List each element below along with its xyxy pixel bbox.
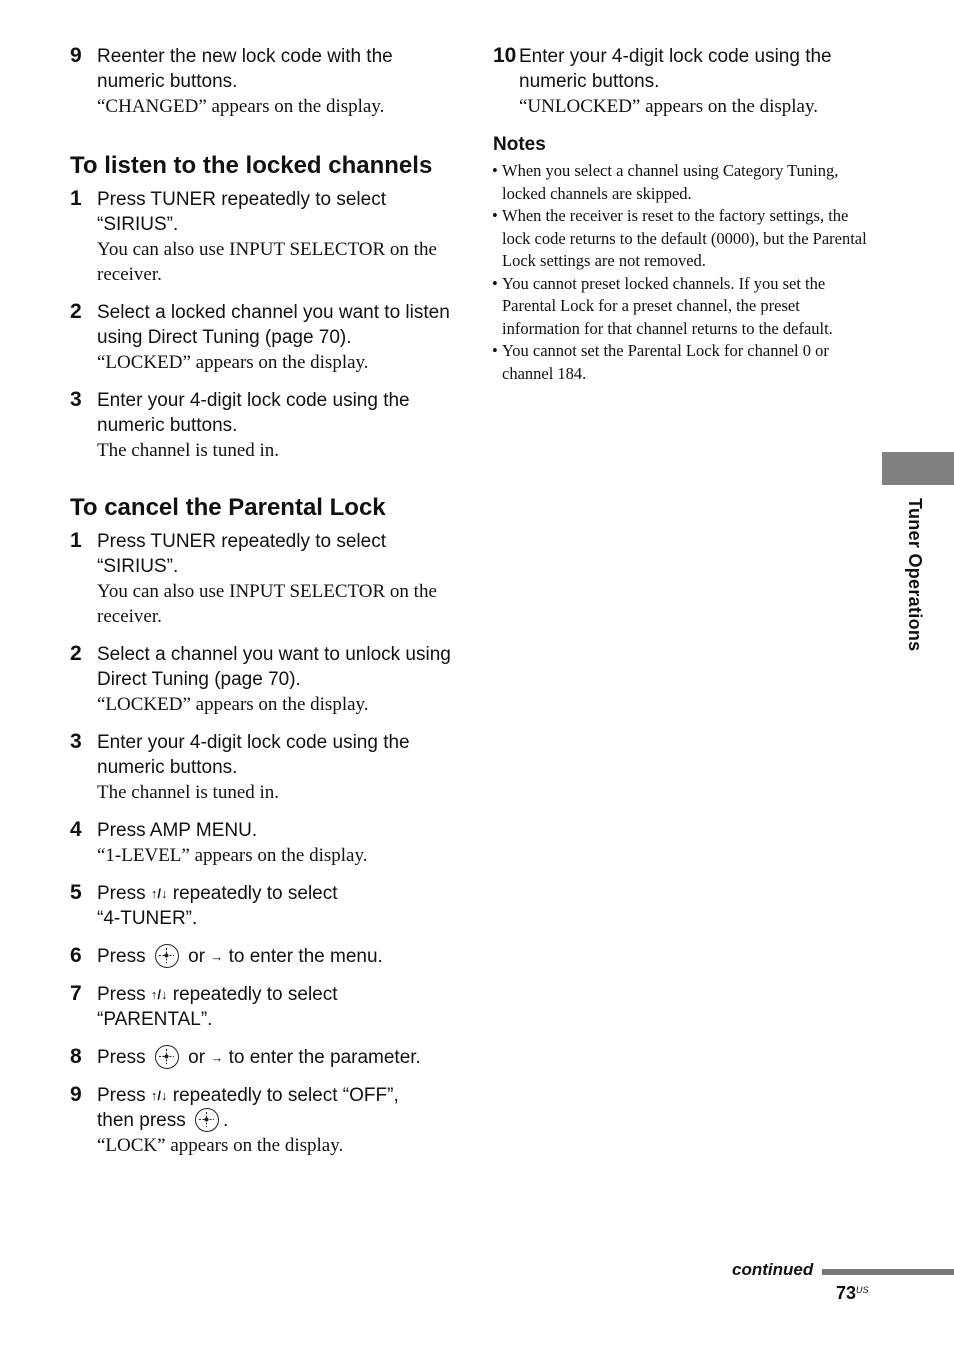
step-note: “LOCKED” appears on the display.	[97, 352, 369, 373]
section-heading-listen: To listen to the locked channels	[70, 152, 433, 179]
step-instruction: Press TUNER repeatedly to select “SIRIUS”.	[97, 189, 386, 235]
cancel-step-8	[70, 1045, 460, 1070]
step-text-end: .	[223, 1110, 229, 1131]
left-column	[70, 44, 460, 1171]
step-note: The channel is tuned in.	[97, 782, 280, 803]
section-heading-cancel: To cancel the Parental Lock	[70, 494, 386, 521]
continued-label: continued	[732, 1260, 814, 1279]
enter-button-icon	[155, 1045, 179, 1069]
note-item: • When the receiver is reset to the factory settings, the lock code returns to the default (0000), but the Parental Lock settings are not removed.	[493, 205, 873, 273]
or-word: or	[188, 946, 206, 967]
section-tab-marker	[882, 452, 954, 485]
step-note: You can also use INPUT SELECTOR on the receiver.	[97, 239, 437, 285]
step-note: “LOCKED” appears on the display.	[97, 694, 369, 715]
step-number: 9	[70, 44, 82, 67]
up-down-arrow-icon: ↑/↓	[150, 1088, 168, 1103]
step-instruction	[97, 1083, 460, 1133]
cancel-step-3	[70, 730, 460, 805]
cancel-step-4	[70, 818, 460, 868]
step-text: to enter the menu.	[228, 946, 383, 967]
step-text-line2: “4-TUNER”.	[97, 908, 198, 929]
page-number-suffix: US	[856, 1285, 869, 1295]
step-text: to enter the parameter.	[228, 1047, 421, 1068]
step-text: repeatedly to select	[172, 984, 338, 1005]
step-number: 2	[70, 300, 82, 323]
step-number: 9	[70, 1083, 82, 1106]
step-note: “CHANGED” appears on the display.	[97, 96, 385, 117]
step-number: 1	[70, 187, 82, 210]
step-10	[493, 44, 873, 119]
step-instruction	[97, 1045, 460, 1070]
step-note: You can also use INPUT SELECTOR on the receiver.	[97, 581, 437, 627]
press-word: Press	[97, 1085, 146, 1106]
listen-step-3	[70, 388, 460, 463]
note-item: • You cannot set the Parental Lock for channel 0 or channel 184.	[493, 340, 873, 385]
step-text: repeatedly to select	[172, 883, 338, 904]
up-down-arrow-icon: ↑/↓	[150, 987, 168, 1002]
step-instruction: Press AMP MENU.	[97, 820, 258, 841]
cancel-step-6	[70, 944, 460, 969]
step-text: repeatedly to select “OFF”,	[172, 1085, 399, 1106]
page-number-value: 73	[836, 1283, 857, 1303]
notes-title: Notes	[493, 134, 546, 155]
enter-button-icon	[195, 1108, 219, 1132]
step-instruction: Select a locked channel you want to listen using Direct Tuning (page 70).	[97, 302, 450, 348]
or-word: or	[188, 1047, 206, 1068]
step-number: 4	[70, 818, 82, 841]
step-instruction: Reenter the new lock code with the numeric buttons.	[97, 46, 393, 92]
step-note: “1-LEVEL” appears on the display.	[97, 845, 368, 866]
cancel-step-2	[70, 642, 460, 717]
right-arrow-icon: →	[210, 1050, 224, 1065]
press-word: Press	[97, 883, 146, 904]
cancel-step-1	[70, 529, 460, 629]
step-number: 1	[70, 529, 82, 552]
step-note: “UNLOCKED” appears on the display.	[519, 96, 818, 117]
step-instruction: Enter your 4-digit lock code using the numeric buttons.	[97, 390, 410, 436]
up-down-arrow-icon: ↑/↓	[150, 886, 168, 901]
note-item: • You cannot preset locked channels. If you set the Parental Lock for a preset channel, the preset information for that channel returns to the default.	[493, 273, 873, 341]
right-arrow-icon: →	[210, 949, 224, 964]
continued-bar	[822, 1269, 954, 1275]
step-note: “LOCK” appears on the display.	[97, 1135, 344, 1156]
step-text-line2: then press	[97, 1110, 186, 1131]
step-number: 8	[70, 1045, 82, 1068]
listen-step-2	[70, 300, 460, 375]
step-text-line2: “PARENTAL”.	[97, 1009, 213, 1030]
page-number	[836, 1283, 869, 1304]
step-number: 3	[70, 388, 82, 411]
step-instruction: Select a channel you want to unlock using Direct Tuning (page 70).	[97, 644, 451, 690]
step-instruction	[97, 982, 460, 1032]
section-tab-label: Tuner Operations	[905, 498, 925, 652]
enter-button-icon	[155, 944, 179, 968]
press-word: Press	[97, 946, 146, 967]
step-number: 2	[70, 642, 82, 665]
press-word: Press	[97, 984, 146, 1005]
right-column	[493, 44, 873, 385]
step-number: 6	[70, 944, 82, 967]
notes-list	[493, 160, 873, 385]
note-item: • When you select a channel using Category Tuning, locked channels are skipped.	[493, 160, 873, 205]
step-number: 3	[70, 730, 82, 753]
cancel-step-9	[70, 1083, 460, 1158]
step-9-reenter	[70, 44, 460, 119]
step-instruction	[97, 881, 460, 931]
step-number: 5	[70, 881, 82, 904]
step-instruction	[97, 944, 460, 969]
step-number: 10	[493, 44, 517, 67]
step-instruction: Press TUNER repeatedly to select “SIRIUS”.	[97, 531, 386, 577]
cancel-step-5	[70, 881, 460, 931]
listen-step-1	[70, 187, 460, 287]
press-word: Press	[97, 1047, 146, 1068]
cancel-step-7	[70, 982, 460, 1032]
step-note: The channel is tuned in.	[97, 440, 280, 461]
step-instruction: Enter your 4-digit lock code using the numeric buttons.	[519, 46, 832, 92]
step-instruction: Enter your 4-digit lock code using the numeric buttons.	[97, 732, 410, 778]
step-number: 7	[70, 982, 82, 1005]
